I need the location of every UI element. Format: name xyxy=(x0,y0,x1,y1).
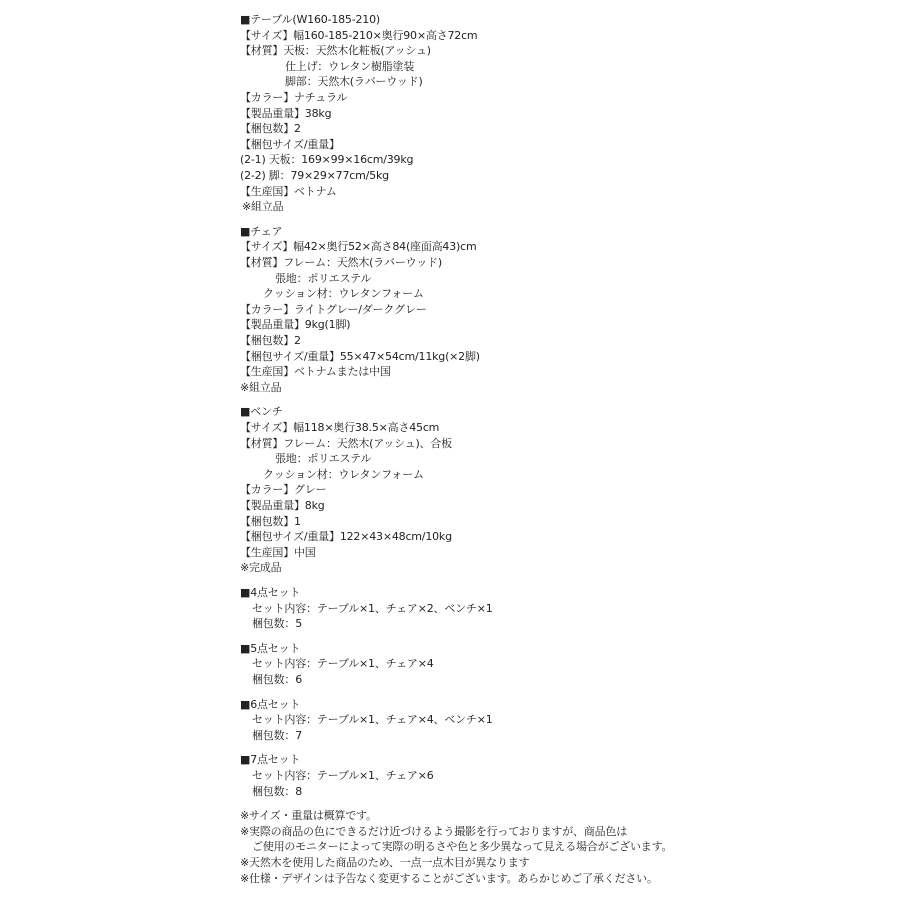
set-4-contents: セット内容：テーブル×1、チェア×2、ベンチ×1 xyxy=(252,601,493,615)
bench-material-cushion: クッション材：ウレタンフォーム xyxy=(263,467,424,481)
table-packages: 【梱包数】2 xyxy=(240,122,301,136)
table-size: 【サイズ】幅160-185-210×奥行90×高さ72cm xyxy=(240,28,478,42)
bench-origin: 【生産国】中国 xyxy=(240,545,316,559)
table-material-legs: 脚部：天然木(ラバーウッド) xyxy=(285,75,423,89)
set-6-contents: セット内容：テーブル×1、チェア×4、ベンチ×1 xyxy=(252,713,493,727)
set-7-heading: ■7点セット xyxy=(240,753,301,767)
chair-material-frame: 【材質】フレーム：天然木(ラバーウッド) xyxy=(240,256,442,269)
table-pack-size: 【梱包サイズ/重量】 xyxy=(240,137,340,151)
table-material-finish: 仕上げ：ウレタン樹脂塗装 xyxy=(285,59,415,73)
chair-pack-size: 【梱包サイズ/重量】55×47×54cm/11kg(×2脚) xyxy=(240,349,480,363)
set-4-packages: 梱包数：5 xyxy=(252,617,302,631)
set-7-contents: セット内容：テーブル×1、チェア×6 xyxy=(252,769,434,782)
table-origin: 【生産国】ベトナム xyxy=(240,184,337,198)
bench-weight: 【製品重量】8kg xyxy=(240,499,325,512)
table-weight: 【製品重量】38kg xyxy=(240,106,332,120)
set-7-packages: 梱包数：8 xyxy=(252,784,302,798)
table-pack-1: (2-1) 天板：169×99×16cm/39kg xyxy=(240,153,414,167)
notes-block xyxy=(240,0,880,900)
bench-note: ※完成品 xyxy=(240,561,282,575)
chair-packages: 【梱包数】2 xyxy=(240,334,301,347)
bench-material-frame: 【材質】フレーム：天然木(アッシュ)、合板 xyxy=(240,436,452,450)
table-heading: ■テーブル(W160-185-210) xyxy=(240,13,380,26)
chair-material-fabric: 張地：ポリエステル xyxy=(275,271,372,285)
chair-note: ※組立品 xyxy=(240,380,282,394)
chair-material-cushion: クッション材：ウレタンフォーム xyxy=(263,287,424,301)
table-note: ※組立品 xyxy=(242,200,284,214)
bench-material-fabric: 張地：ポリエステル xyxy=(275,452,372,466)
set-5-heading: ■5点セット xyxy=(240,641,301,655)
chair-heading: ■チェア xyxy=(240,224,283,238)
set-5-packages: 梱包数：6 xyxy=(252,673,302,686)
bench-color: 【カラー】グレー xyxy=(240,483,327,497)
bench-size: 【サイズ】幅118×奥行38.5×高さ45cm xyxy=(240,421,440,434)
table-material-top: 【材質】天板：天然木化粧板(アッシュ) xyxy=(240,44,431,58)
bench-pack-size: 【梱包サイズ/重量】122×43×48cm/10kg xyxy=(240,530,452,544)
table-pack-2: (2-2) 脚：79×29×77cm/5kg xyxy=(240,169,389,182)
set-6-heading: ■6点セット xyxy=(240,697,301,711)
note-color-1: ※実際の商品の色にできるだけ近づけるよう撮影を行っておりますが、商品色は xyxy=(240,824,628,838)
chair-size: 【サイズ】幅42×奥行52×高さ84(座面高43)cm xyxy=(240,240,477,254)
note-color-2: ご使用のモニターによって実際の明るさや色と多少異なって見える場合がございます。 xyxy=(252,840,673,854)
bench-heading: ■ベンチ xyxy=(240,405,283,419)
bench-packages: 【梱包数】1 xyxy=(240,514,301,528)
chair-weight: 【製品重量】9kg(1脚) xyxy=(240,318,351,332)
chair-origin: 【生産国】ベトナムまたは中国 xyxy=(240,365,391,379)
set-4-heading: ■4点セット xyxy=(240,586,301,599)
note-spec-change: ※仕様・デザインは予告なく変更することがございます。あらかじめご了承ください。 xyxy=(240,871,658,885)
note-wood-grain: ※天然木を使用した商品のため、一点一点木目が異なります xyxy=(240,856,530,869)
chair-color: 【カラー】ライトグレー/ダークグレー xyxy=(240,302,427,316)
note-size-weight: ※サイズ・重量は概算です。 xyxy=(240,809,377,823)
set-6-packages: 梱包数：7 xyxy=(252,728,302,742)
set-5-contents: セット内容：テーブル×1、チェア×4 xyxy=(252,657,434,671)
table-color: 【カラー】ナチュラル xyxy=(240,91,348,104)
